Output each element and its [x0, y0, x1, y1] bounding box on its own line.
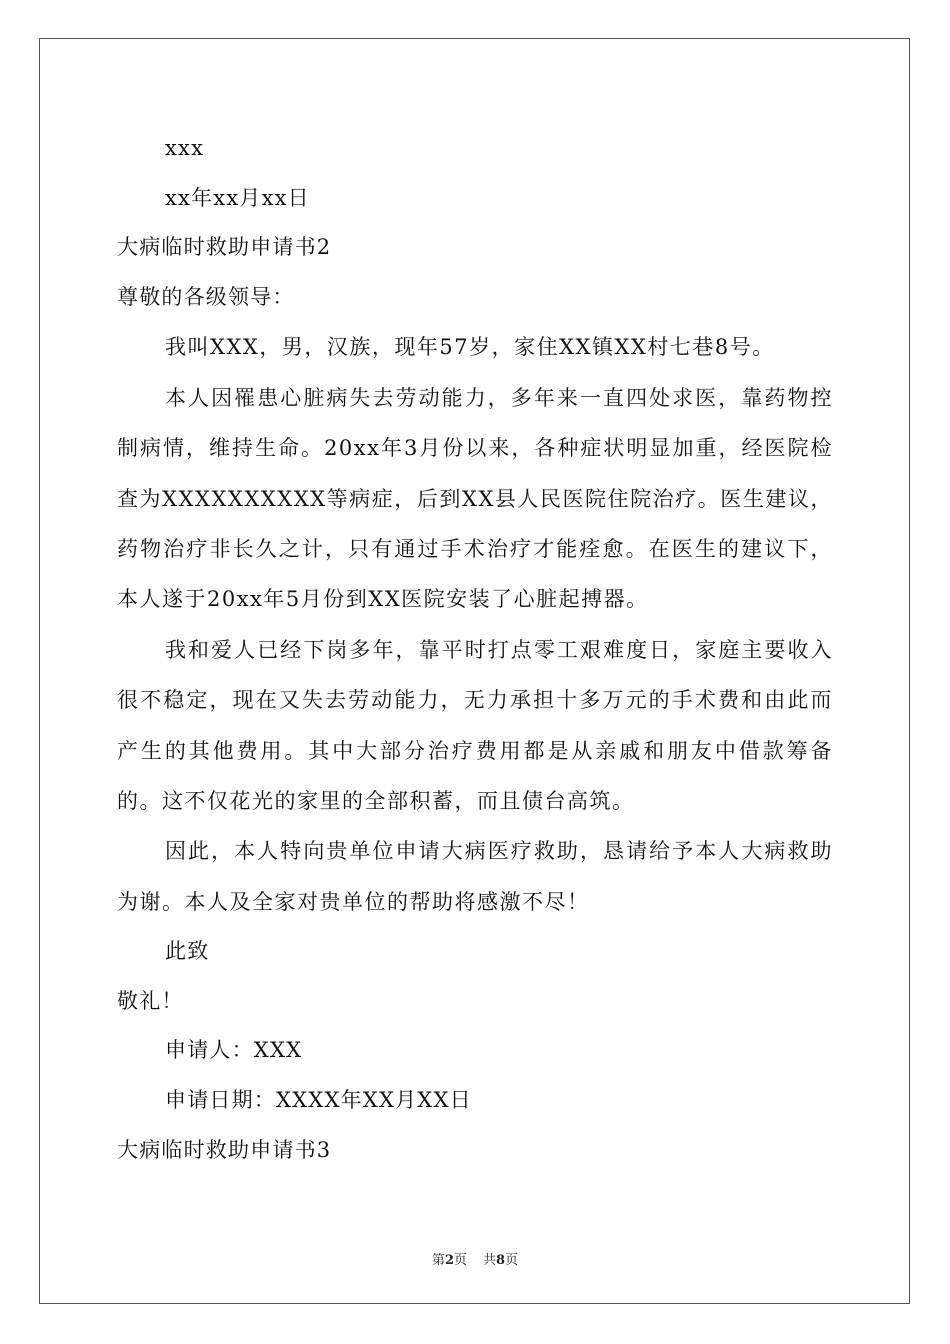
page-current: 2 — [444, 1253, 454, 1268]
document-body — [117, 124, 833, 1175]
section-title: 大病临时救助申请书3 — [117, 1137, 332, 1162]
page-suffix: 页 — [453, 1253, 467, 1268]
salutation: 尊敬的各级领导： — [117, 284, 295, 309]
closing: 此致 — [165, 939, 210, 964]
section-title: 大病临时救助申请书2 — [117, 235, 332, 260]
page-footer — [0, 1249, 950, 1268]
regards: 敬礼！ — [117, 988, 184, 1013]
apply-date: 申请日期：XXXX年XX月XX日 — [165, 1088, 472, 1113]
signature-date: xx年xx月xx日 — [165, 185, 310, 210]
body-paragraph: 我叫XXX，男，汉族，现年57岁，家住XX镇XX村七巷8号。 — [165, 335, 775, 360]
applicant: 申请人：XXX — [165, 1038, 303, 1063]
total-prefix: 共 — [483, 1253, 497, 1268]
body-paragraph: 我和爱人已经下岗多年，靠平时打点零工艰难度日，家庭主要收入很不稳定，现在又失去劳动能力，无力承担十多万元的手术费和由此而产生的其他费用。其中大部分治疗费用都是从亲戚和朋友中借款筹备的。这不仅花光的家里的全部积蓄，而且债台高筑。 — [117, 637, 833, 814]
page-total: 8 — [496, 1253, 506, 1268]
page-prefix: 第 — [431, 1253, 445, 1268]
body-paragraph: 本人因罹患心脏病失去劳动能力，多年来一直四处求医，靠药物控制病情，维持生命。20xx年3月份以来，各种症状明显加重，经医院检查为XXXXXXXXXX等病症，后到XX县人民医院住院治疗。医生建议，药物治疗非长久之计，只有通过手术治疗才能痊愈。在医生的建议下，本人遂于20xx年5月份到XX医院安装了心脏起搏器。 — [117, 385, 833, 612]
total-suffix: 页 — [505, 1253, 519, 1268]
signature-name: xxx — [165, 136, 205, 160]
body-paragraph: 因此，本人特向贵单位申请大病医疗救助，恳请给予本人大病救助为谢。本人及全家对贵单位的帮助将感激不尽！ — [117, 839, 833, 914]
